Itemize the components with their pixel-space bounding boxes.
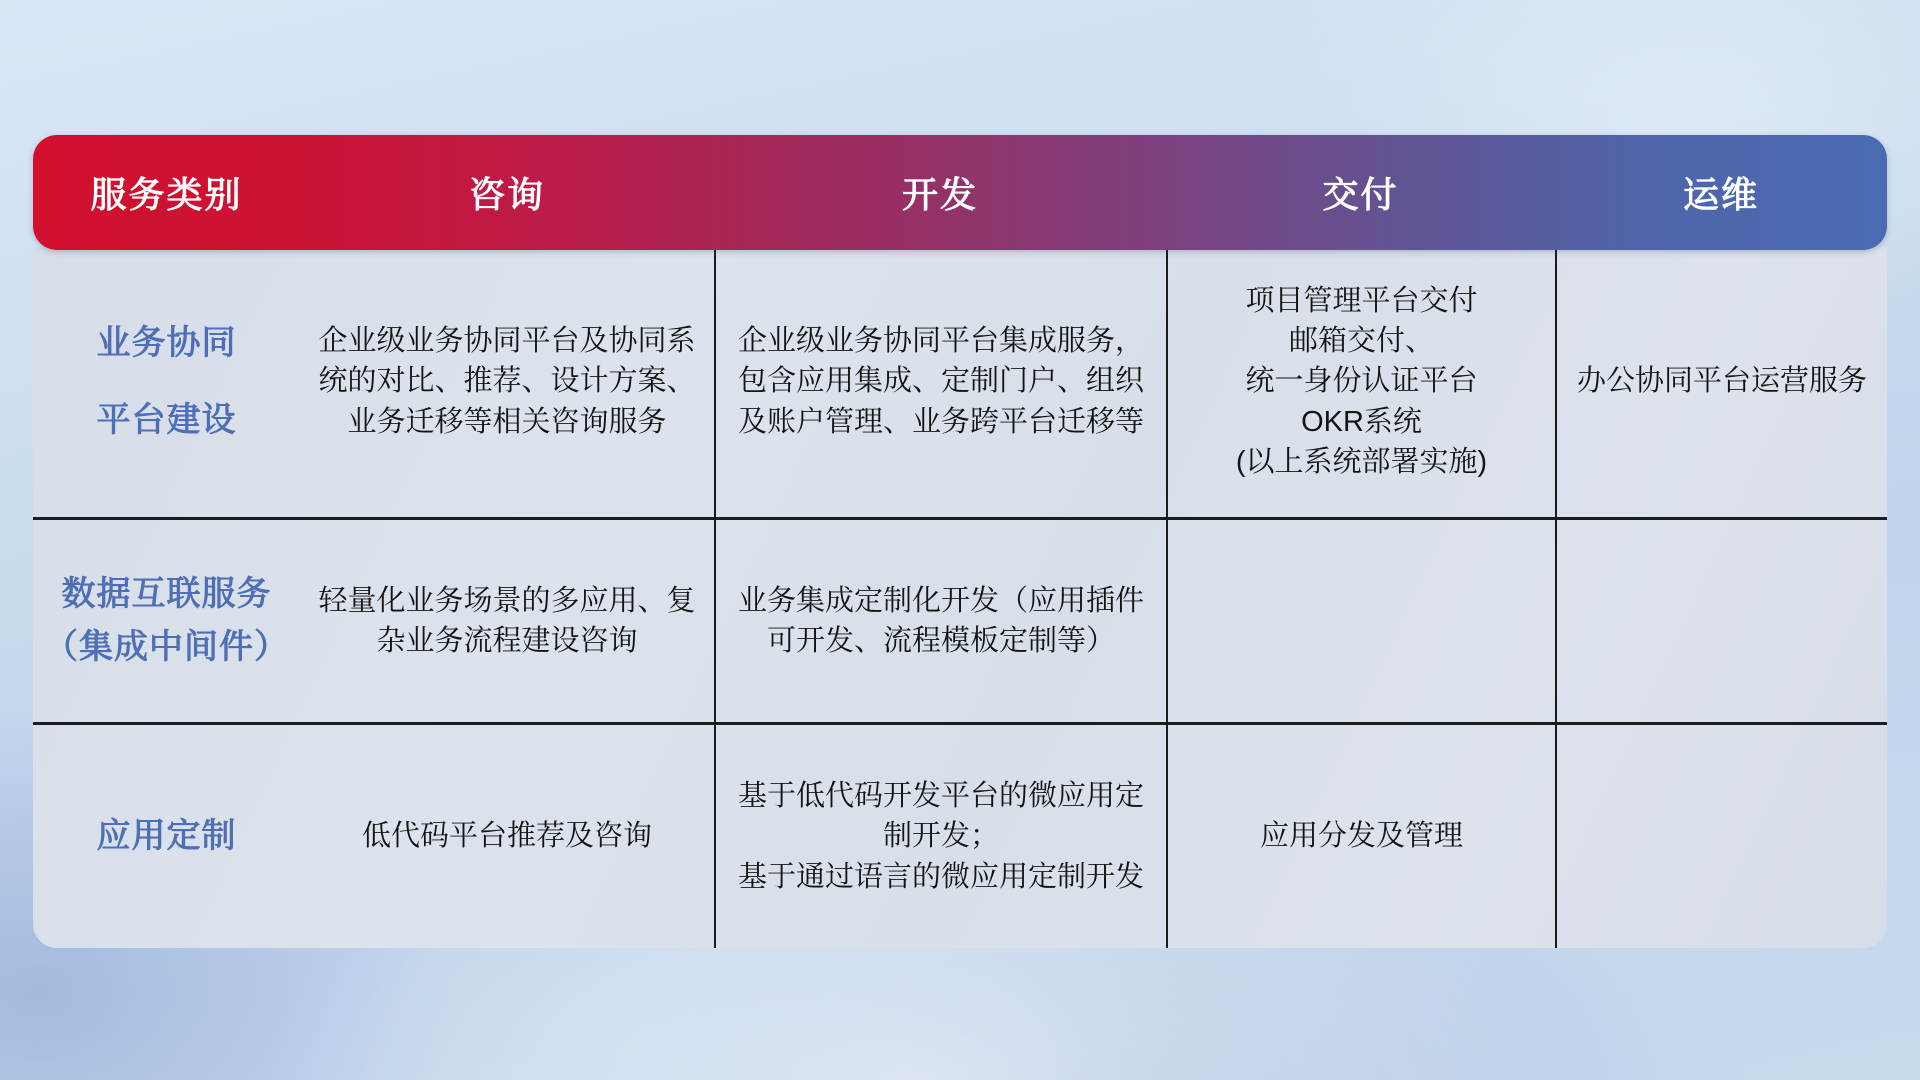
cell-text-line: 基于低代码开发平台的微应用定制开发； — [737, 780, 1144, 853]
cell-row3-operations — [1555, 722, 1887, 948]
cell-text: 应用分发及管理 — [1259, 820, 1463, 853]
cell-text: 轻量化业务场景的多应用、复杂业务流程建设咨询 — [318, 584, 696, 657]
cell-row3-category — [33, 722, 300, 948]
header-cell-delivery: 交付 — [1322, 174, 1399, 215]
header-cell-development: 开发 — [901, 174, 978, 215]
cell-row1-consulting — [300, 246, 714, 517]
cell-row2-development — [714, 517, 1166, 722]
cell-text: 企业级业务协同平台集成服务，包含应用集成、定制门户、组织及账户管理、业务跨平台迁移等 — [737, 325, 1144, 438]
cell-row1-category — [33, 246, 300, 517]
cell-row1-operations — [1555, 246, 1887, 517]
cell-text-line: 邮箱交付、 — [1288, 325, 1434, 358]
cell-row3-development — [714, 722, 1166, 948]
table-body — [33, 246, 1887, 948]
category-line: 应用定制 — [96, 817, 237, 856]
cell-text: 低代码平台推荐及咨询 — [361, 820, 652, 853]
cell-row3-delivery — [1166, 722, 1555, 948]
cell-text-line: OKR系统 — [1301, 405, 1422, 438]
header-cell-category: 服务类别 — [90, 174, 243, 215]
cell-row2-operations — [1555, 517, 1887, 722]
cell-text: 企业级业务协同平台及协同系统的对比、推荐、设计方案、业务迁移等相关咨询服务 — [318, 325, 696, 438]
header-cell-consulting: 咨询 — [468, 174, 545, 215]
cell-text-line: (以上系统部署实施) — [1235, 445, 1488, 478]
cell-row1-delivery — [1166, 246, 1555, 517]
service-matrix-table — [33, 135, 1887, 948]
category-line: 平台建设 — [96, 400, 237, 439]
cell-text-line: 项目管理平台交付 — [1245, 285, 1478, 318]
category-line: 数据互联服务 — [61, 575, 272, 614]
cell-row1-development — [714, 246, 1166, 517]
cell-row2-category — [33, 517, 300, 722]
header-cell-operations: 运维 — [1682, 174, 1759, 215]
cell-row3-consulting — [300, 722, 714, 948]
cell-text: 业务集成定制化开发（应用插件可开发、流程模板定制等） — [737, 584, 1144, 657]
category-line: （集成中间件） — [44, 628, 289, 666]
cell-text: 办公协同平台运营服务 — [1576, 365, 1867, 398]
category-line: 业务协同 — [96, 323, 237, 362]
cell-text-line: 基于通过语言的微应用定制开发 — [737, 860, 1144, 893]
cell-row2-consulting — [300, 517, 714, 722]
cell-text-line: 统一身份认证平台 — [1245, 365, 1478, 398]
cell-row2-delivery — [1166, 517, 1555, 722]
table-header-row — [33, 135, 1887, 250]
